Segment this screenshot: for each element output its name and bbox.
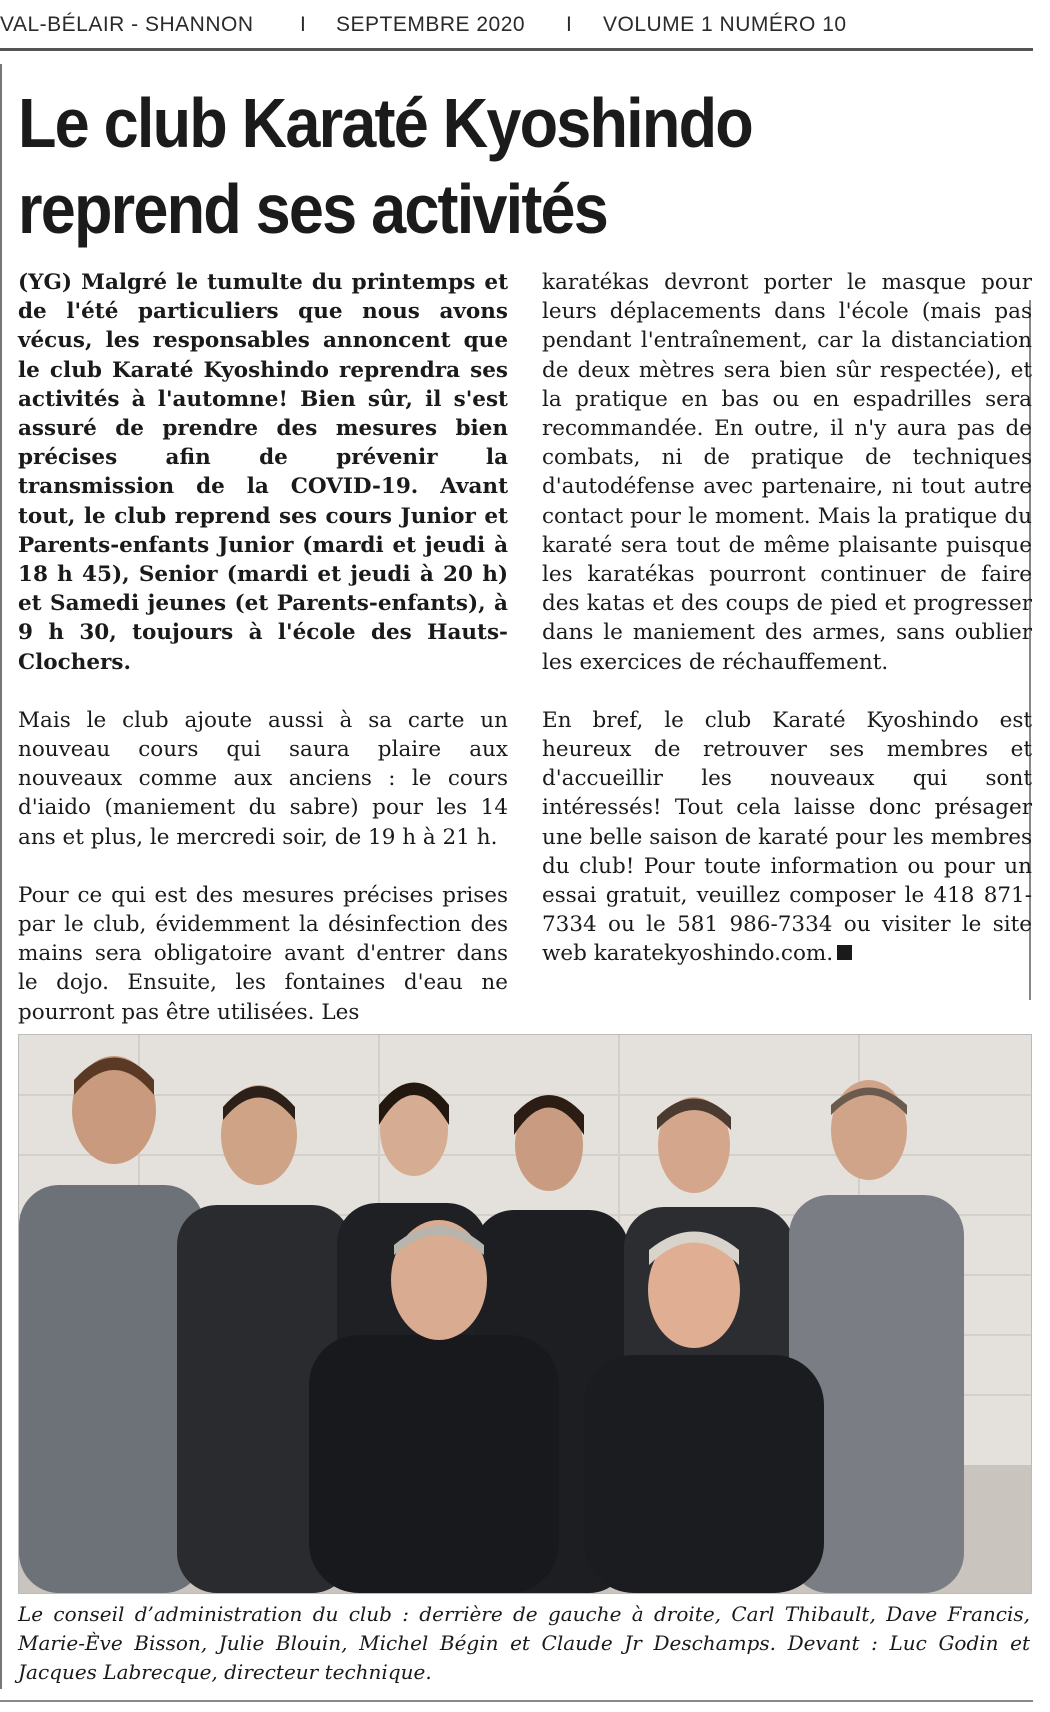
article-column-left	[18, 268, 508, 1056]
article-paragraph	[542, 706, 1032, 969]
group-photo	[18, 1034, 1032, 1594]
group-photo-illustration	[19, 1035, 1031, 1593]
article-lead: (YG) Malgré le tumulte du printemps et de l'été particuliers que nous avons vécus, les responsables annoncent que le club Karaté Kyoshindo reprendra ses activités à l'automne! Bien sûr, il s'est assuré de prendre des mesures bien précises afin de prévenir la transmission de la COVID-19. Avant tout, le club reprend ses cours Junior et Parents-enfants Junior (mardi et jeudi à 18 h 45), Senior (mardi et jeudi à 20 h) et Samedi jeunes (et Parents-enfants), à 9 h 30, toujours à l'école des Hauts-Clochers.	[18, 270, 508, 675]
header-divider	[0, 48, 1033, 51]
article-paragraph-continued: karatékas devront porter le masque pour leurs déplacements dans l'école (mais pas pendant l'entraînement, car la distanciation de deux mètres sera bien sûr respectée), et la pratique en bas ou en espadrilles sera recommandée. En outre, il n'y aura pas de combats, ni de pratique de techniques d'autodéfense avec partenaire, ni tout autre contact pour le moment. Mais la pratique du karaté sera tout de même plaisante puisque les karatékas pourront continuer de faire des katas et des coups de pied et progresser dans le maniement des armes, sans oublier les exercices de réchauffement.	[542, 270, 1032, 675]
article-paragraph: Mais le club ajoute aussi à sa carte un nouveau cours qui saura plaire aux nouveaux comme aux anciens : le cours d'iaido (maniement du sabre) pour les 14 ans et plus, le mercredi soir, de 19 h à 21 h.	[18, 707, 508, 850]
title-line-1: Le club Karaté Kyoshindo	[18, 84, 752, 162]
article-title	[18, 80, 927, 252]
newspaper-header	[0, 0, 1050, 50]
article-closing: En bref, le club Karaté Kyoshindo est heureux de retrouver ses membres et d'accueillir les nouveaux qui sont intéressés! Tout cela laisse donc présager une belle saison de karaté pour les membres du club! Pour toute information ou pour un essai gratuit, veuillez composer le 418 871-7334 ou le 581 986-7334 ou visiter le site web karatekyoshindo.com.	[542, 707, 1032, 967]
header-town: VAL-BÉLAIR - SHANNON	[0, 13, 254, 36]
title-line-2: reprend ses activités	[18, 170, 608, 248]
photo-caption: Le conseil d’administration du club : derrière de gauche à droite, Carl Thibault, Dave Francis, Marie-Ève Bisson, Julie Blouin, Michel Bégin et Claude Jr Deschamps. Devant : Luc Godin et Jacques Labrecque, directeur technique.	[18, 1602, 1030, 1684]
left-border	[0, 64, 2, 1689]
header-date: SEPTEMBRE 2020	[336, 13, 526, 36]
article-column-right	[542, 268, 1032, 998]
end-of-article-mark	[837, 945, 852, 960]
header-issue: VOLUME 1 NUMÉRO 10	[603, 13, 847, 36]
header-separator: I	[300, 13, 307, 36]
bottom-divider	[0, 1700, 1033, 1702]
header-separator: I	[566, 13, 573, 36]
article-paragraph: Pour ce qui est des mesures précises prises par le club, évidemment la désinfection des mains sera obligatoire avant d'entrer dans le dojo. Ensuite, les fontaines d'eau ne pourront pas être utilisées. Les	[18, 882, 508, 1025]
